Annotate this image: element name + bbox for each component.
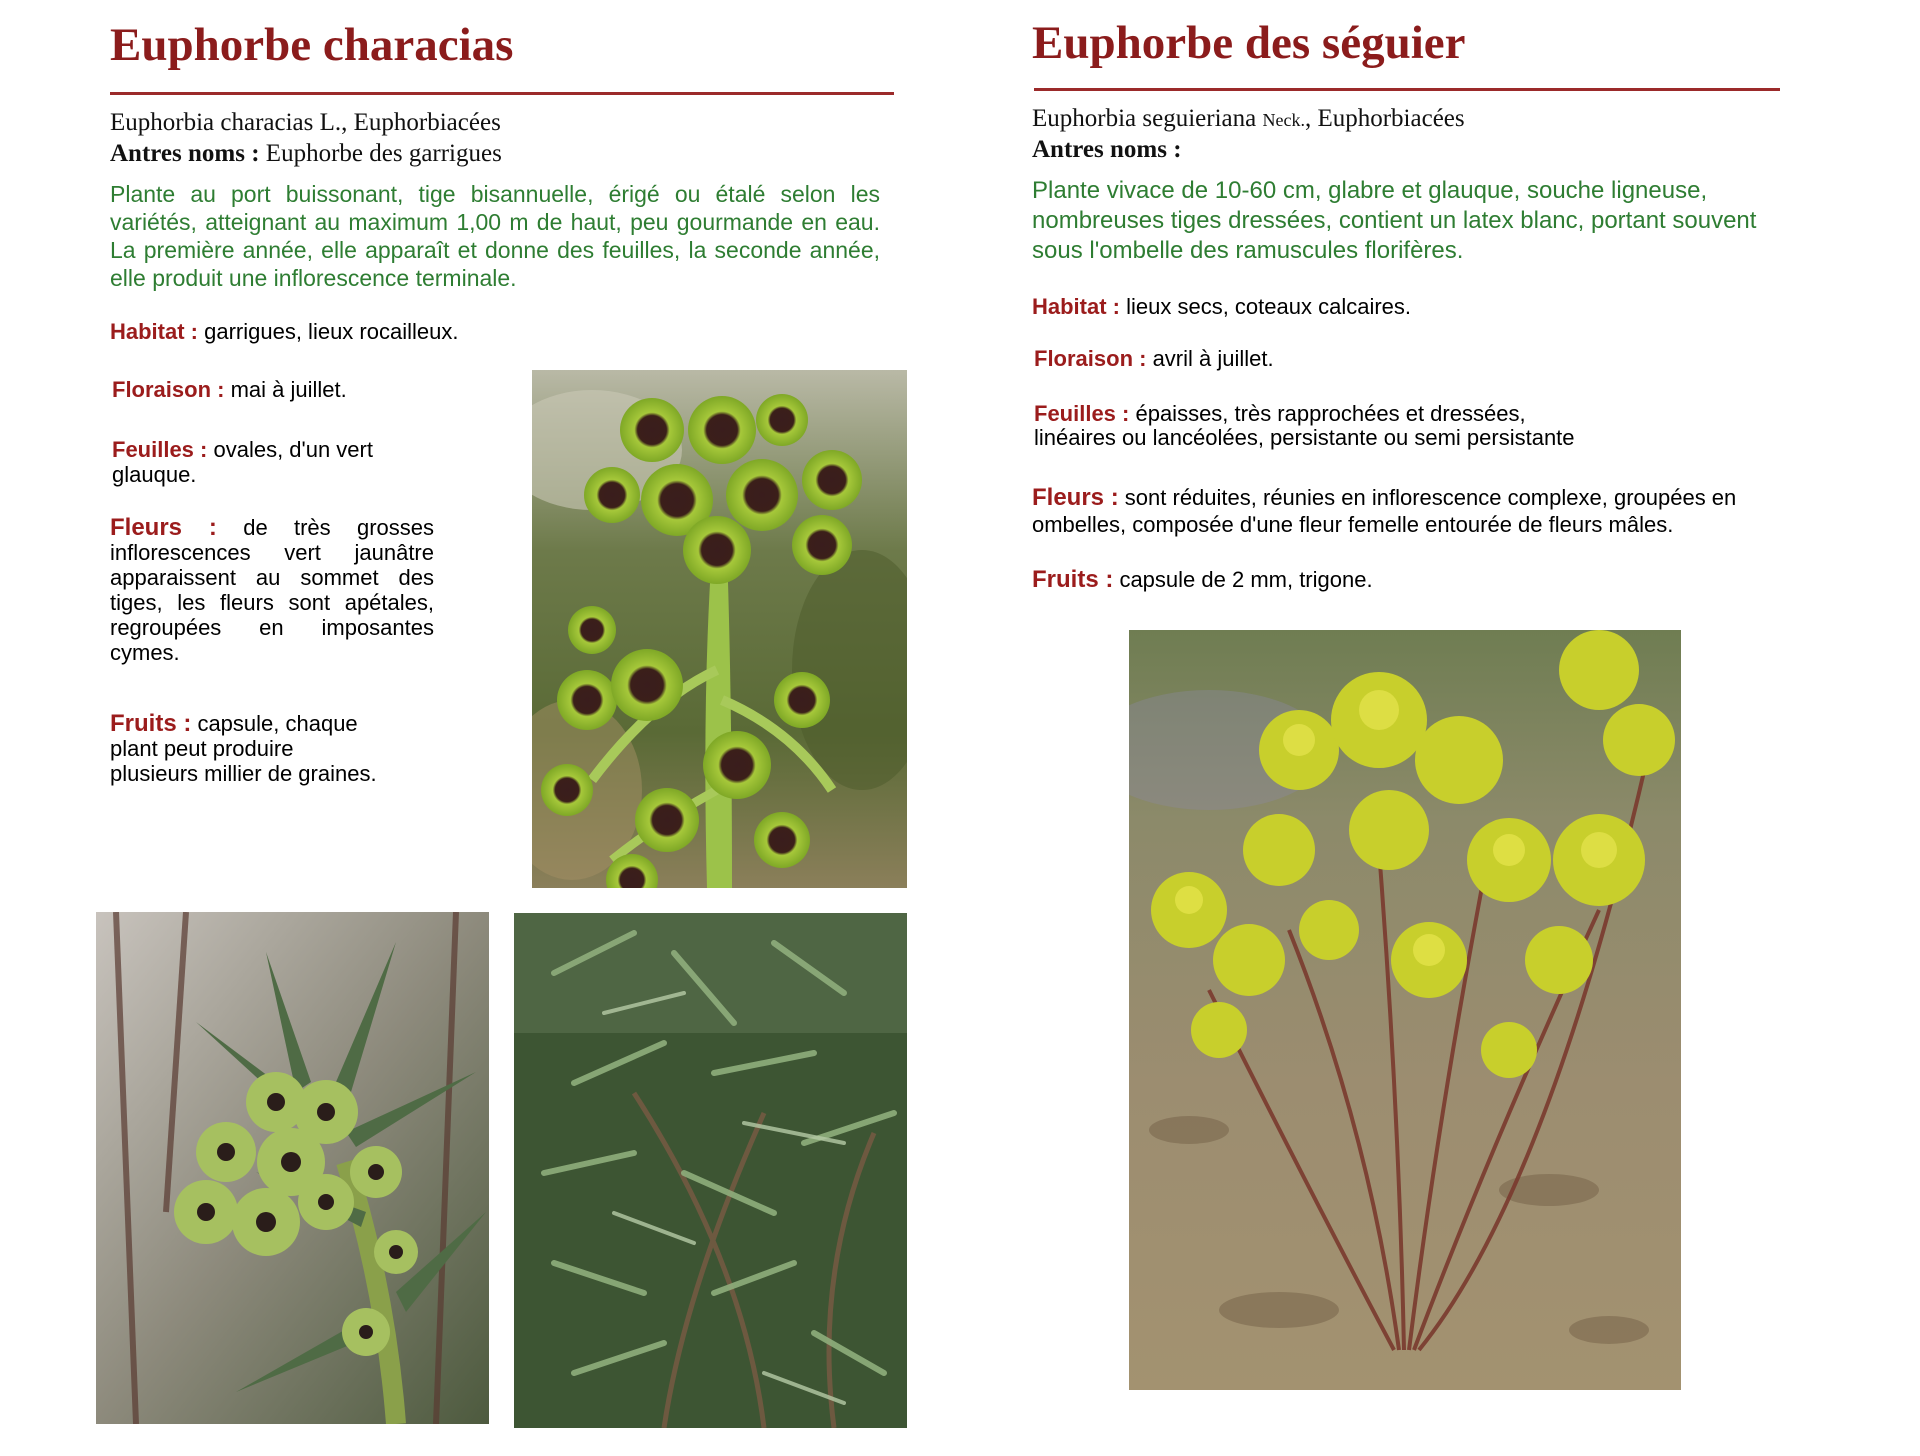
- photo-foliage: [514, 913, 907, 1428]
- feuilles-value: ovales, d'un vert glauque.: [112, 437, 373, 487]
- scientific-author: Neck.: [1262, 110, 1305, 130]
- scientific-name-seguieriana: [1032, 103, 1465, 136]
- photo-flower-head: [532, 370, 907, 888]
- page-title-characias: Euphorbe characias: [110, 19, 514, 71]
- habitat-label: Habitat :: [110, 319, 198, 344]
- photo-flowering-stem: [96, 912, 489, 1424]
- fruits-seguieriana: [1032, 567, 1373, 592]
- description-seguieriana: Plante vivace de 10-60 cm, glabre et glauque, souche ligneuse, nombreuses tiges dressées, contient un latex blanc, portant souvent sous l'ombelle des ramuscules florifères.: [1032, 177, 1757, 264]
- feuilles-characias: [112, 437, 412, 487]
- scientific-name-characias: Euphorbia characias L., Euphorbiacées: [110, 109, 501, 136]
- scientific-name: Euphorbia seguieriana: [1032, 105, 1263, 132]
- photo-yellow-plant: [1129, 630, 1681, 1390]
- fleurs-label: Fleurs :: [110, 514, 217, 541]
- habitat-seguieriana: [1032, 294, 1411, 319]
- feuilles-label: Feuilles :: [1034, 401, 1130, 426]
- description-characias: Plante au port buissonant, tige bisannuelle, érigé ou étalé selon les variétés, atteignant au maximum 1,00 m de haut, peu gourmande en eau. La première année, elle apparaît et donne des feuilles, la seconde année, elle produit une inflorescence terminale.: [110, 181, 880, 291]
- floraison-label: Floraison :: [112, 377, 225, 402]
- fleurs-seguieriana: [1032, 484, 1772, 538]
- floraison-value: avril à juillet.: [1146, 346, 1274, 371]
- title-rule-right: [1034, 88, 1780, 91]
- page-title-seguier: Euphorbe des séguier: [1032, 17, 1466, 69]
- floraison-value: mai à juillet.: [224, 377, 347, 402]
- other-names-label: Antres noms :: [110, 140, 260, 167]
- floraison-seguieriana: [1034, 346, 1274, 371]
- fruits-label: Fruits :: [1032, 566, 1114, 593]
- habitat-value: garrigues, lieux rocailleux.: [198, 319, 459, 344]
- other-names-characias: [110, 138, 502, 169]
- habitat-characias: [110, 319, 458, 344]
- fruits-characias: [110, 711, 377, 786]
- floraison-characias: [112, 377, 347, 402]
- floraison-label: Floraison :: [1034, 346, 1147, 371]
- habitat-value: lieux secs, coteaux calcaires.: [1120, 294, 1412, 319]
- fruits-value: capsule de 2 mm, trigone.: [1113, 567, 1373, 592]
- habitat-label: Habitat :: [1032, 294, 1120, 319]
- fleurs-characias: [110, 515, 434, 665]
- fruits-line-3: plusieurs millier de graines.: [110, 761, 377, 786]
- feuilles-line-2: linéaires ou lancéolées, persistante ou semi persistante: [1034, 425, 1575, 450]
- fleurs-value: sont réduites, réunies en inflorescence complexe, groupées en ombelles, composée d'une fleur femelle entourée de fleurs mâles.: [1032, 485, 1737, 537]
- feuilles-line-1: épaisses, très rapprochées et dressées,: [1129, 401, 1526, 426]
- other-names-seguieriana: Antres noms :: [1032, 136, 1182, 163]
- feuilles-label: Feuilles :: [112, 437, 208, 462]
- fruits-line-1: capsule, chaque: [191, 711, 358, 736]
- scientific-family: , Euphorbiacées: [1304, 105, 1465, 132]
- fleurs-label: Fleurs :: [1032, 484, 1119, 511]
- feuilles-seguieriana: [1034, 402, 1575, 450]
- other-names-value: Euphorbe des garrigues: [259, 140, 502, 167]
- fruits-label: Fruits :: [110, 710, 192, 737]
- fruits-line-2: plant peut produire: [110, 736, 294, 761]
- fleurs-value: de très grosses inflorescences vert jaunâtre apparaissent au sommet des tiges, les fleurs sont apétales, regroupées en imposantes cymes.: [110, 515, 435, 665]
- title-rule-left: [110, 92, 894, 95]
